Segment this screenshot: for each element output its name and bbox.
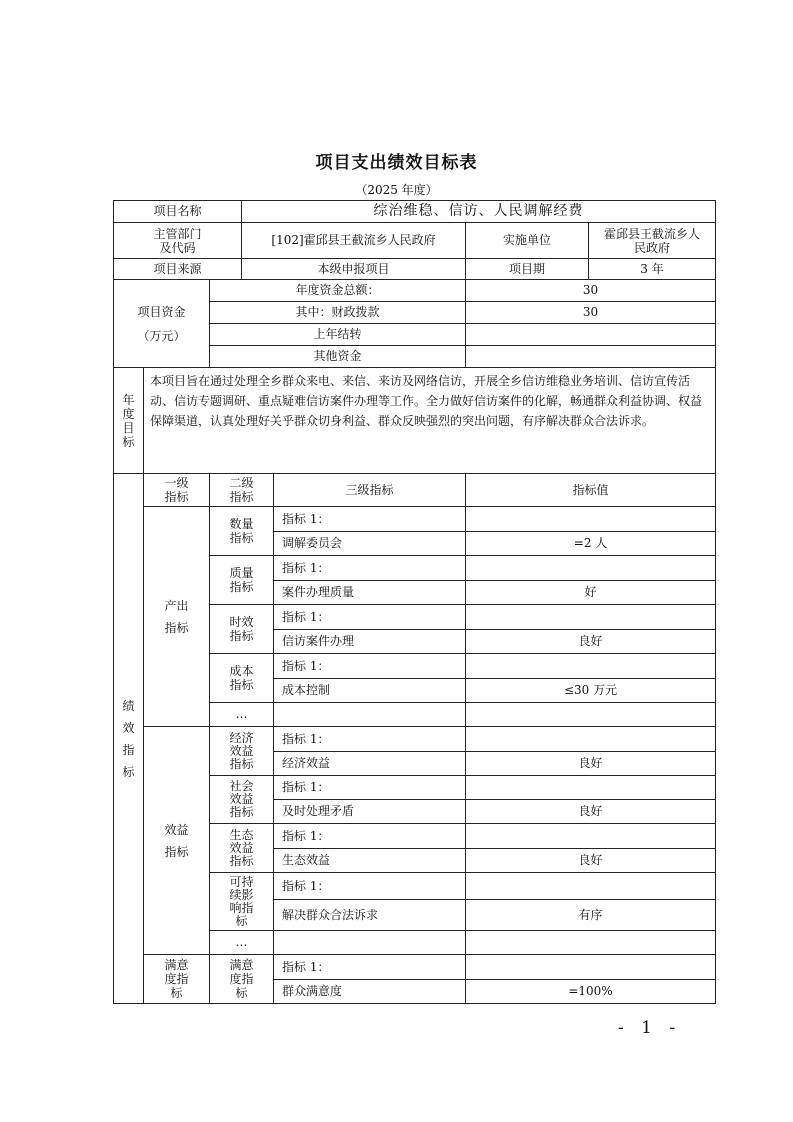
impl-value: 霍邱县王截流乡人民政府 — [589, 223, 716, 259]
performance-indicators-label: 绩效指标 — [114, 474, 144, 1004]
period-label: 项目期 — [466, 259, 589, 280]
page-number: - 1 - — [618, 1018, 682, 1038]
project-name-row — [114, 201, 716, 223]
indicator-item: 成本控制 — [274, 679, 466, 703]
funds-carryover-value — [466, 324, 716, 346]
indicator-value: ≤30 万元 — [466, 679, 716, 703]
indicator-value — [466, 556, 716, 581]
funds-total-row — [114, 280, 716, 302]
indicator-row — [114, 507, 716, 532]
funds-fiscal-label: 其中：财政拨款 — [210, 302, 466, 324]
indicator-value — [466, 776, 716, 800]
indicator-item: 群众满意度 — [274, 980, 466, 1004]
quality-indicator-label: 质量指标 — [210, 556, 274, 605]
indicator-value: 良好 — [466, 849, 716, 873]
indicator-item: 解决群众合法诉求 — [274, 900, 466, 931]
funds-label: 项目资金（万元） — [114, 280, 210, 368]
satisfaction-indicator-label: 满意度指标 — [144, 955, 210, 1004]
indicator-value: 良好 — [466, 752, 716, 776]
performance-target-table — [113, 200, 716, 1004]
indicator-item-label: 指标 1： — [274, 605, 466, 630]
indicator-value — [466, 873, 716, 900]
project-name-value: 综治维稳、信访、人民调解经费 — [242, 201, 716, 223]
timeliness-indicator-label: 时效指标 — [210, 605, 274, 654]
ellipsis-cell: … — [210, 703, 274, 727]
funds-carryover-label: 上年结转 — [210, 324, 466, 346]
header-level1: 一级指标 — [144, 474, 210, 507]
header-value: 指标值 — [466, 474, 716, 507]
dept-label: 主管部门及代码 — [114, 223, 242, 259]
output-indicator-label: 产出指标 — [144, 507, 210, 727]
empty-cell — [274, 703, 466, 727]
indicator-value: =2 人 — [466, 532, 716, 556]
period-value: 3 年 — [589, 259, 716, 280]
eco-benefit-label: 生态效益指标 — [210, 824, 274, 873]
indicator-value — [466, 955, 716, 980]
indicator-value: 良好 — [466, 630, 716, 654]
empty-cell — [466, 931, 716, 955]
indicator-item-label: 指标 1： — [274, 727, 466, 752]
indicator-item-label: 指标 1： — [274, 556, 466, 581]
indicator-item-label: 指标 1： — [274, 507, 466, 532]
ellipsis-cell: … — [210, 931, 274, 955]
source-label: 项目来源 — [114, 259, 242, 280]
funds-other-value — [466, 346, 716, 368]
indicator-value — [466, 507, 716, 532]
funds-fiscal-value: 30 — [466, 302, 716, 324]
indicator-header-row — [114, 474, 716, 507]
indicator-value — [466, 605, 716, 630]
annual-goal-row — [114, 368, 716, 474]
indicator-item-label: 指标 1： — [274, 824, 466, 849]
source-row — [114, 259, 716, 280]
indicator-value: =100% — [466, 980, 716, 1004]
indicator-item-label: 指标 1： — [274, 873, 466, 900]
indicator-value — [466, 824, 716, 849]
funds-total-value: 30 — [466, 280, 716, 302]
empty-cell — [466, 703, 716, 727]
indicator-value — [466, 727, 716, 752]
economic-benefit-label: 经济效益指标 — [210, 727, 274, 776]
indicator-item: 经济效益 — [274, 752, 466, 776]
social-benefit-label: 社会效益指标 — [210, 776, 274, 824]
dept-row — [114, 223, 716, 259]
indicator-item-label: 指标 1： — [274, 955, 466, 980]
dept-value: [102]霍邱县王截流乡人民政府 — [242, 223, 466, 259]
satisfaction-sub-label: 满意度指标 — [210, 955, 274, 1004]
indicator-item: 生态效益 — [274, 849, 466, 873]
quantity-indicator-label: 数量指标 — [210, 507, 274, 556]
benefit-indicator-label: 效益指标 — [144, 727, 210, 955]
indicator-value: 有序 — [466, 900, 716, 931]
page-title: 项目支出绩效目标表 — [315, 153, 478, 173]
impl-label: 实施单位 — [466, 223, 589, 259]
indicator-value: 良好 — [466, 800, 716, 824]
sustainable-impact-label: 可持续影响指标 — [210, 873, 274, 931]
annual-goal-text: 本项目旨在通过处理全乡群众来电、来信、来访及网络信访，开展全乡信访维稳业务培训、信访宣传活动、信访专题调研、重点疑难信访案件办理等工作。全力做好信访案件的化解，畅通群众利益协调、权益保障渠道，认真处理好关乎群众切身利益、群众反映强烈的突出问题，有序解决群众合法诉求。 — [144, 368, 716, 474]
indicator-item-label: 指标 1： — [274, 776, 466, 800]
funds-other-label: 其他资金 — [210, 346, 466, 368]
indicator-item: 案件办理质量 — [274, 581, 466, 605]
empty-cell — [274, 931, 466, 955]
indicator-row — [114, 955, 716, 980]
indicator-item-label: 指标 1： — [274, 654, 466, 679]
indicator-value: 好 — [466, 581, 716, 605]
indicator-item: 信访案件办理 — [274, 630, 466, 654]
annual-goal-label: 年度目标 — [114, 368, 144, 474]
header-level2: 二级指标 — [210, 474, 274, 507]
funds-total-label: 年度资金总额： — [210, 280, 466, 302]
project-name-label: 项目名称 — [114, 201, 242, 223]
header-level3: 三级指标 — [274, 474, 466, 507]
indicator-item: 及时处理矛盾 — [274, 800, 466, 824]
page-subtitle: （2025 年度） — [355, 183, 438, 197]
cost-indicator-label: 成本指标 — [210, 654, 274, 703]
indicator-item: 调解委员会 — [274, 532, 466, 556]
source-value: 本级申报项目 — [242, 259, 466, 280]
indicator-value — [466, 654, 716, 679]
indicator-row — [114, 727, 716, 752]
